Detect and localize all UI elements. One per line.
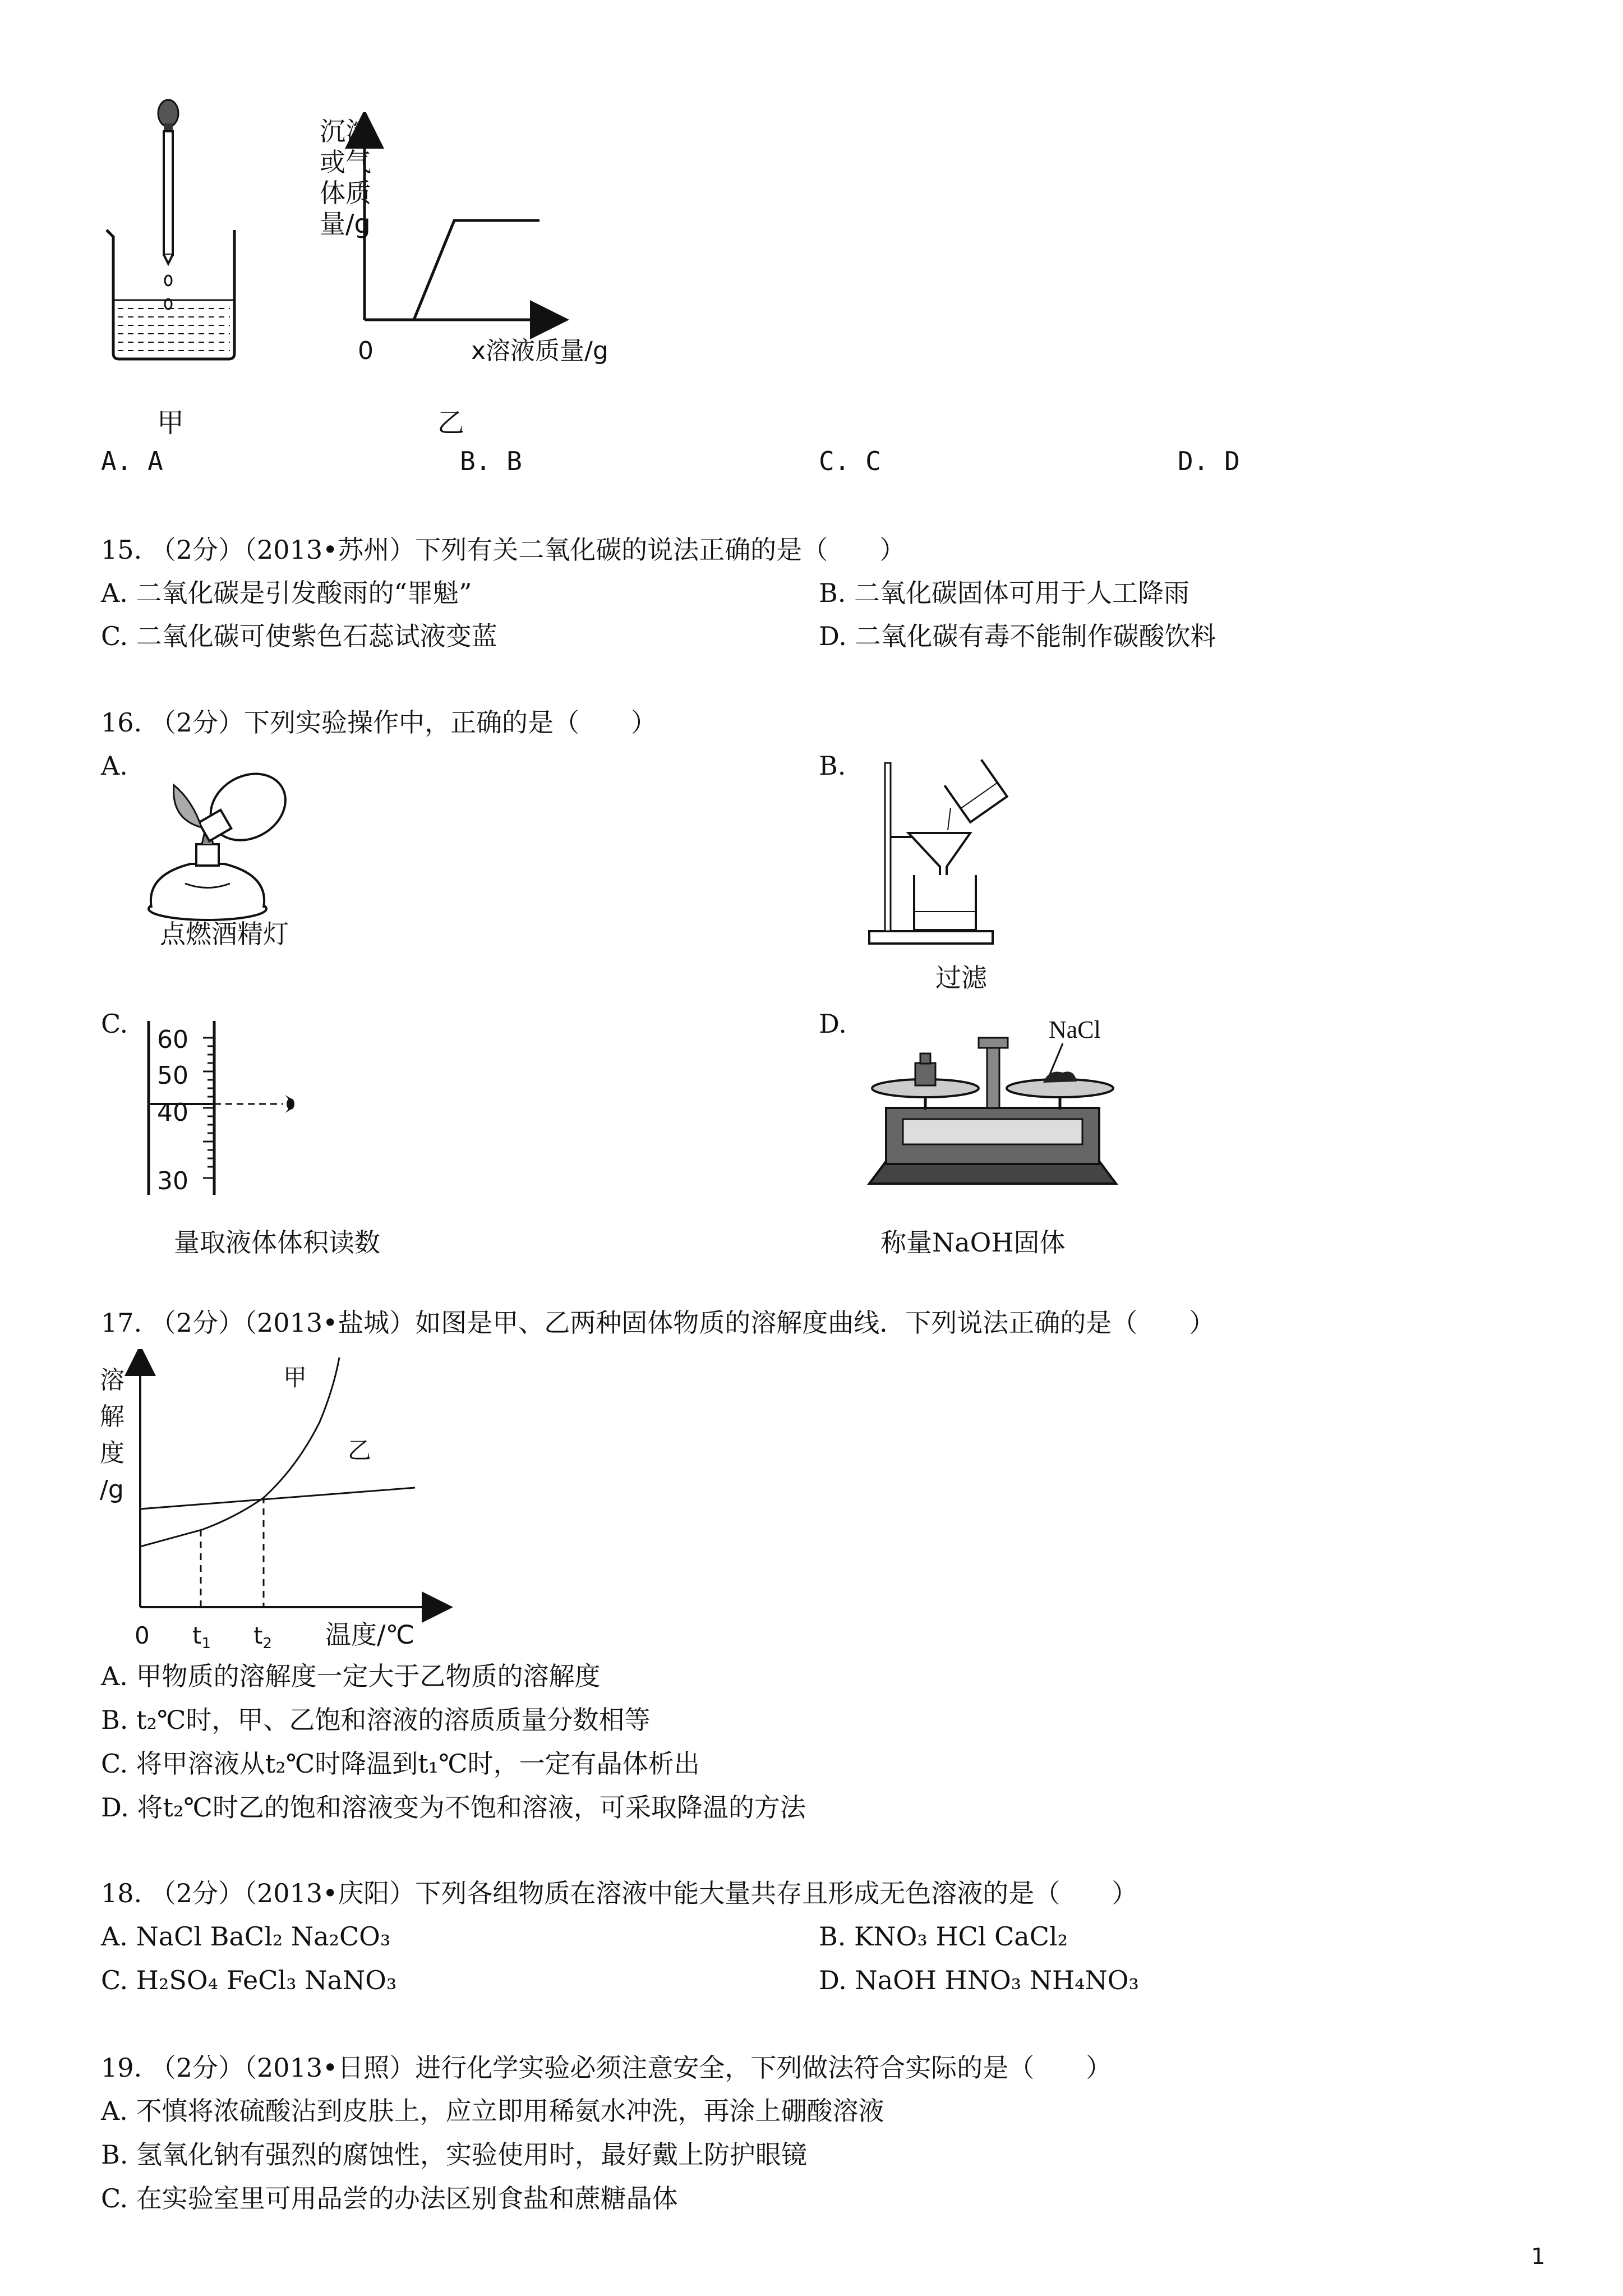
graph-ylabel-3: 体质 xyxy=(320,178,371,208)
graph-ylabel-2: 或气 xyxy=(320,147,371,177)
balance-figure xyxy=(864,1010,1122,1200)
q16-stem: 16. （2分）下列实验操作中，正确的是（ ） xyxy=(101,707,657,738)
balance-nacl-tag: NaCl xyxy=(1049,1016,1101,1043)
q16-option-d-letter[interactable]: D. xyxy=(819,1009,847,1039)
solubility-curve-chart xyxy=(95,1349,454,1658)
curve-jia-label: 甲 xyxy=(283,1364,307,1391)
q17-option-b[interactable]: B. t₂℃时，甲、乙饱和溶液的溶质质量分数相等 xyxy=(101,1705,651,1735)
q17-option-a[interactable]: A. 甲物质的溶解度一定大于乙物质的溶解度 xyxy=(101,1661,601,1691)
q16-option-a-letter[interactable]: A. xyxy=(101,751,128,781)
q19-stem: 19. （2分）（2013•日照）进行化学实验必须注意安全，下列做法符合实际的是（ ） xyxy=(101,2053,1112,2083)
q18-option-d[interactable]: D. NaOH HNO₃ NH₄NO₃ xyxy=(819,1965,1139,1995)
precipitate-gas-graph xyxy=(280,112,639,376)
q19-option-a[interactable]: A. 不慎将浓硫酸沾到皮肤上，应立即用稀氨水冲洗，再涂上硼酸溶液 xyxy=(101,2096,884,2126)
q16-caption-d: 称量NaOH固体 xyxy=(880,1227,1066,1258)
q15-option-d[interactable]: D. 二氧化碳有毒不能制作碳酸饮料 xyxy=(819,621,1216,651)
q19-option-b[interactable]: B. 氢氧化钠有强烈的腐蚀性，实验使用时，最好戴上防护眼镜 xyxy=(101,2139,808,2170)
graph-ylabel-4: 量/g xyxy=(320,209,371,239)
q16-option-c-letter[interactable]: C. xyxy=(101,1009,128,1039)
figure-jia-label: 甲 xyxy=(157,407,185,439)
solubility-xlabel: 温度/℃ xyxy=(325,1619,415,1650)
graph-xlabel: x溶液质量/g xyxy=(471,337,608,365)
page-number: 1 xyxy=(1531,2244,1546,2270)
solubility-origin: 0 xyxy=(135,1622,150,1649)
q18-stem: 18. （2分）（2013•庆阳）下列各组物质在溶液中能大量共存且形成无色溶液的是（ ） xyxy=(101,1878,1138,1908)
q19-option-c[interactable]: C. 在实验室里可用品尝的办法区别食盐和蔗糖晶体 xyxy=(101,2183,678,2214)
q16-option-b-letter[interactable]: B. xyxy=(819,751,846,781)
q14-option-b[interactable]: B. B xyxy=(460,446,522,476)
q17-stem: 17. （2分）（2013•盐城）如图是甲、乙两种固体物质的溶解度曲线．下列说法正确的是（ ） xyxy=(101,1308,1215,1338)
dropper-beaker-figure xyxy=(101,95,247,370)
q16-caption-b: 过滤 xyxy=(935,963,987,993)
cylinder-tick-40: 40 xyxy=(157,1098,188,1127)
solubility-tick-t1: t1 xyxy=(192,1622,211,1652)
q17-option-c[interactable]: C. 将甲溶液从t₂℃时降温到t₁℃时，一定有晶体析出 xyxy=(101,1749,700,1779)
q15-option-b[interactable]: B. 二氧化碳固体可用于人工降雨 xyxy=(819,578,1190,608)
q14-option-c[interactable]: C. C xyxy=(819,446,881,476)
q16-caption-c: 量取液体体积读数 xyxy=(174,1227,380,1258)
q14-option-d[interactable]: D. D xyxy=(1178,446,1240,476)
q15-stem: 15. （2分）（2013•苏州）下列有关二氧化碳的说法正确的是（ ） xyxy=(101,535,906,565)
alcohol-lamp-figure xyxy=(140,746,297,926)
cylinder-tick-50: 50 xyxy=(157,1061,188,1090)
graph-ylabel-1: 沉淀 xyxy=(320,116,371,146)
solubility-ylabel-2: 解 xyxy=(100,1402,125,1431)
filtration-figure xyxy=(858,752,1021,954)
solubility-ylabel-4: /g xyxy=(100,1475,124,1504)
cylinder-tick-30: 30 xyxy=(157,1167,188,1195)
solubility-tick-t2: t2 xyxy=(253,1622,273,1652)
solubility-ylabel-1: 溶 xyxy=(100,1366,125,1395)
q17-option-d[interactable]: D. 将t₂℃时乙的饱和溶液变为不饱和溶液，可采取降温的方法 xyxy=(101,1792,806,1823)
graph-origin: 0 xyxy=(358,337,374,365)
q18-option-b[interactable]: B. KNO₃ HCl CaCl₂ xyxy=(819,1921,1068,1952)
q18-option-c[interactable]: C. H₂SO₄ FeCl₃ NaNO₃ xyxy=(101,1965,397,1995)
q15-option-a[interactable]: A. 二氧化碳是引发酸雨的“罪魁” xyxy=(101,578,472,608)
graph-line xyxy=(414,220,540,320)
curve-yi-label: 乙 xyxy=(348,1437,372,1464)
curve-yi xyxy=(140,1488,415,1509)
q18-option-a[interactable]: A. NaCl BaCl₂ Na₂CO₃ xyxy=(101,1921,391,1952)
q16-caption-a: 点燃酒精灯 xyxy=(160,919,289,949)
q15-option-c[interactable]: C. 二氧化碳可使紫色石蕊试液变蓝 xyxy=(101,621,497,651)
curve-jia xyxy=(140,1358,339,1547)
cylinder-tick-60: 60 xyxy=(157,1025,188,1054)
q14-option-a[interactable]: A. A xyxy=(101,446,163,476)
solubility-ylabel-3: 度 xyxy=(100,1439,125,1467)
figure-yi-label: 乙 xyxy=(437,407,465,439)
graduated-cylinder-figure xyxy=(140,1015,320,1200)
